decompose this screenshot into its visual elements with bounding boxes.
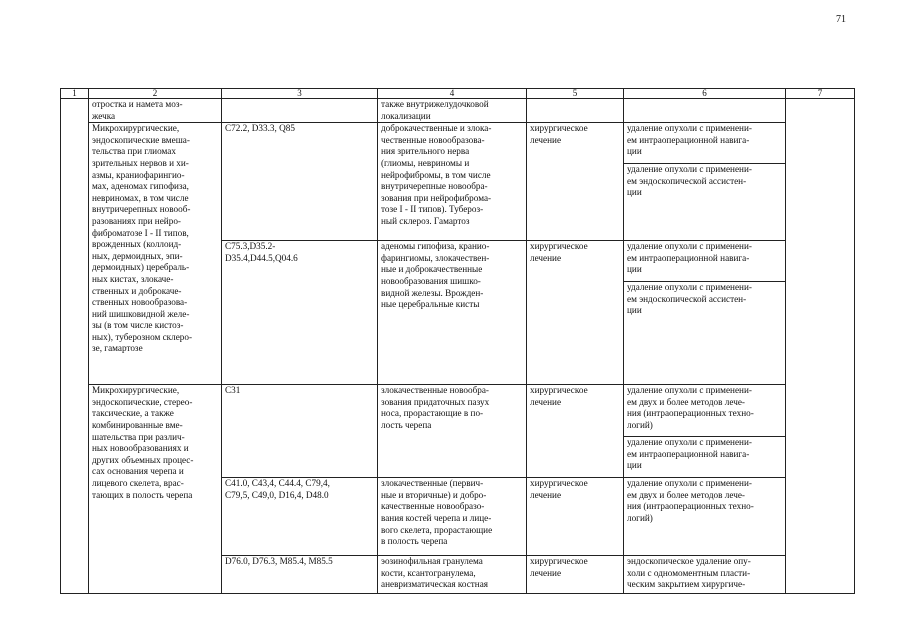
method-cell: удаление опухоли с применени- ем интраоперационной навига- ции: [624, 437, 786, 478]
treatment-type-cell: хирургическое лечение: [527, 123, 624, 241]
codes-cell: C41.0, C43,4, C44.4, C79,4, C79,5, C49,0, D16,4, D48.0: [222, 478, 378, 556]
method-cell: удаление опухоли с применени- ем интраоперационной навига- ции: [624, 123, 786, 164]
table-row: [61, 99, 855, 123]
column-header: 5: [527, 89, 624, 99]
note-cell: [786, 99, 855, 594]
codes-cell: C72.2, D33.3, Q85: [222, 123, 378, 241]
column-header: 3: [222, 89, 378, 99]
table-row: [61, 123, 855, 164]
intervention-cell: отростка и намета моз- жечка: [89, 99, 222, 123]
column-header: 2: [89, 89, 222, 99]
method-cell: удаление опухоли с применени- ем интраоперационной навига- ции: [624, 241, 786, 282]
services-table: [60, 88, 855, 594]
codes-cell: C75.3,D35.2- D35.4,D44.5,Q04.6: [222, 241, 378, 385]
column-header: 7: [786, 89, 855, 99]
treatment-type-cell: хирургическое лечение: [527, 241, 624, 385]
column-header: 6: [624, 89, 786, 99]
codes-cell: D76.0, D76.3, M85.4, M85.5: [222, 556, 378, 594]
diagnosis-cell: доброкачественные и злока- чественные новообразова- ния зрительного нерва (глиомы, невриномы и нейрофибромы, в том числе внутричерепные новообра- зования при нейрофиброма- тозе I - II типов). Тубероз- ный склероз. Гамартоз: [378, 123, 527, 241]
intervention-cell: Микрохирургические, эндоскопические, стерео- таксические, а также комбинированные вме- шательства при различ- ных новообразованиях и других объемных процес- сах основания черепа и лицевого скелета, врас- тающих в полость черепа: [89, 385, 222, 594]
diagnosis-cell: аденомы гипофиза, кранио- фарингиомы, злокачествен- ные и доброкачественные новообразования шишко- видной железы. Врожден- ные церебральные кисты: [378, 241, 527, 385]
treatment-type-cell: хирургическое лечение: [527, 478, 624, 556]
diagnosis-cell: злокачественные (первич- ные и вторичные) и добро- качественные новообразо- вания костей черепа и лице- вого скелета, прорастающие в полость черепа: [378, 478, 527, 556]
page-number: 71: [836, 14, 846, 25]
treatment-type-cell: [527, 99, 624, 123]
diagnosis-cell: злокачественные новообра- зования придаточных пазух носа, прорастающие в по- лость черепа: [378, 385, 527, 478]
number-cell: [61, 99, 89, 594]
table-row: [61, 385, 855, 437]
method-cell: удаление опухоли с применени- ем двух и более методов лече- ния (интраоперационных техно- логий): [624, 385, 786, 437]
treatment-type-cell: хирургическое лечение: [527, 556, 624, 594]
diagnosis-cell: эозинофильная гранулема кости, ксантогранулема, аневризматическая костная: [378, 556, 527, 594]
column-header: 4: [378, 89, 527, 99]
method-cell: удаление опухоли с применени- ем двух и более методов лече- ния (интраоперационных техно- логий): [624, 478, 786, 556]
header-row: [61, 89, 855, 99]
method-cell: удаление опухоли с применени- ем эндоскопической ассистен- ции: [624, 164, 786, 241]
treatment-type-cell: хирургическое лечение: [527, 385, 624, 478]
diagnosis-cell: также внутрижелудочковой локализации: [378, 99, 527, 123]
column-header: 1: [61, 89, 89, 99]
codes-cell: C31: [222, 385, 378, 478]
method-cell: удаление опухоли с применени- ем эндоскопической ассистен- ции: [624, 282, 786, 385]
intervention-cell: Микрохирургические, эндоскопические вмеша- тельства при глиомах зрительных нервов и хи- азмы, краниофарингио- мах, аденомах гипофиза, невриномах, в том числе внутричерепных новооб- разованиях при нейро- фиброматозе I - II типов, врожденных (коллоид- ных, дермоидных, эпи- дермоидных) церебраль- ных кистах, злокаче- ственных и доброкаче- ственных новообразова- ний шишковидной желе- зы (в том числе кистоз- ных), туберозном склеро- зе, гамартозе: [89, 123, 222, 385]
method-cell: [624, 99, 786, 123]
codes-cell: [222, 99, 378, 123]
method-cell: эндоскопическое удаление опу- холи с одномоментным пласти- ческим закрытием хирургиче-: [624, 556, 786, 594]
